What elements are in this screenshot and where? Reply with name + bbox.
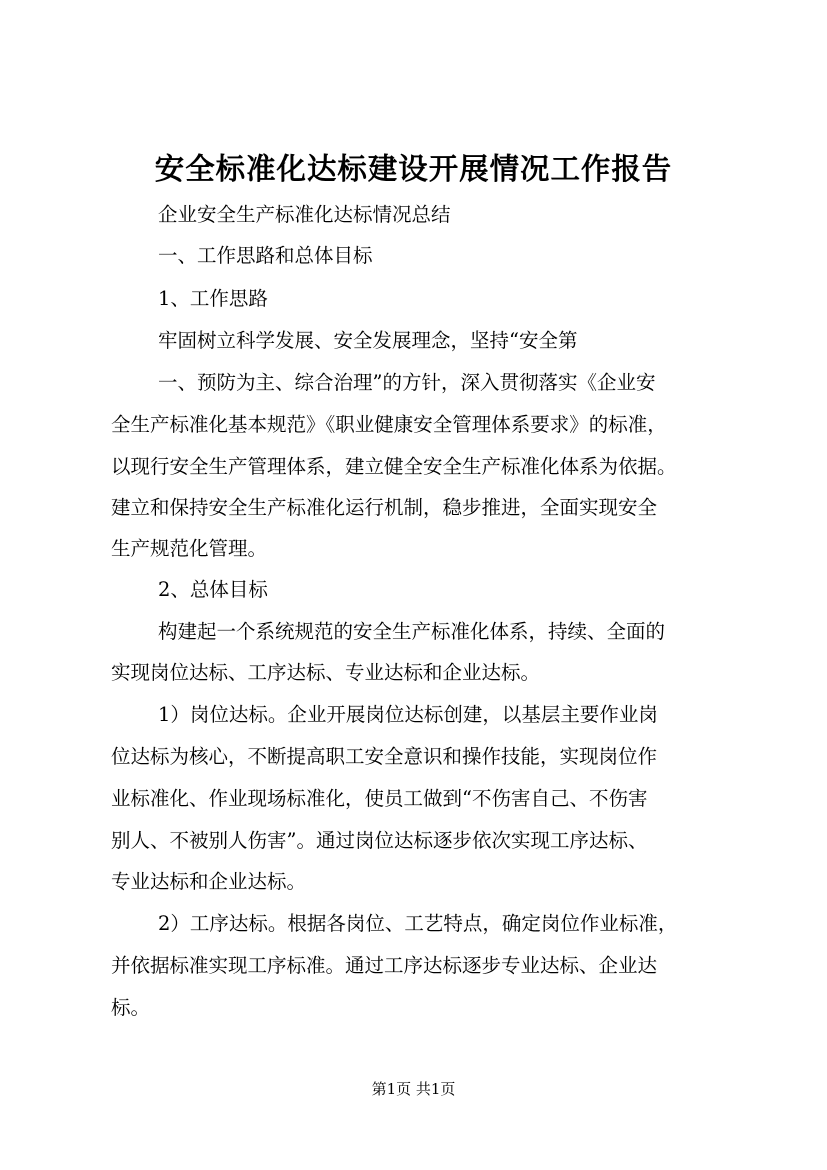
paragraph-line: 构建起一个系统规范的安全生产标准化体系，持续、全面的 [158,620,666,643]
paragraph-line: 实现岗位达标、工序达标、专业达标和企业达标。 [111,661,541,684]
paragraph-line: 全生产标准化基本规范》《职业健康安全管理体系要求》的标准， [111,413,667,436]
line-subheading-2: 2、总体目标 [158,578,268,601]
paragraph-line: 牢固树立科学发展、安全发展理念，坚持“安全第 [158,329,578,352]
paragraph-line: 业标准化、作业现场标准化，使员工做到“不伤害自己、不伤害 [111,787,648,810]
paragraph-line: 生产规范化管理。 [111,537,268,560]
line-section-heading: 一、工作思路和总体目标 [158,244,373,267]
line-subheading-1: 1、工作思路 [158,287,268,310]
paragraph-line: 并依据标准实现工序标准。通过工序达标逐步专业达标、企业达 [111,954,658,977]
document-title: 安全标准化达标建设开展情况工作报告 [154,151,673,186]
paragraph-line: 建立和保持安全生产标准化运行机制，稳步推进，全面实现安全 [111,496,658,519]
paragraph-line: 标。 [111,996,151,1019]
paragraph-line: 专业达标和企业达标。 [111,870,307,893]
paragraph-line: 别人、不被别人伤害”。通过岗位达标逐步依次实现工序达标、 [111,829,648,852]
paragraph-line: 1）岗位达标。企业开展岗位达标创建，以基层主要作业岗 [158,703,658,726]
paragraph-line: 2）工序达标。根据各岗位、工艺特点，确定岗位作业标准， [158,912,678,935]
paragraph-line: 一、预防为主、综合治理”的方针，深入贯彻落实《企业安 [158,371,656,394]
paragraph-line: 以现行安全生产管理体系，建立健全安全生产标准化体系为依据。 [111,455,677,478]
paragraph-line: 位达标为核心，不断提高职工安全意识和操作技能，实现岗位作 [111,745,658,768]
page-footer: 第1页 共1页 [371,1080,456,1098]
line-subtitle: 企业安全生产标准化达标情况总结 [158,203,451,226]
